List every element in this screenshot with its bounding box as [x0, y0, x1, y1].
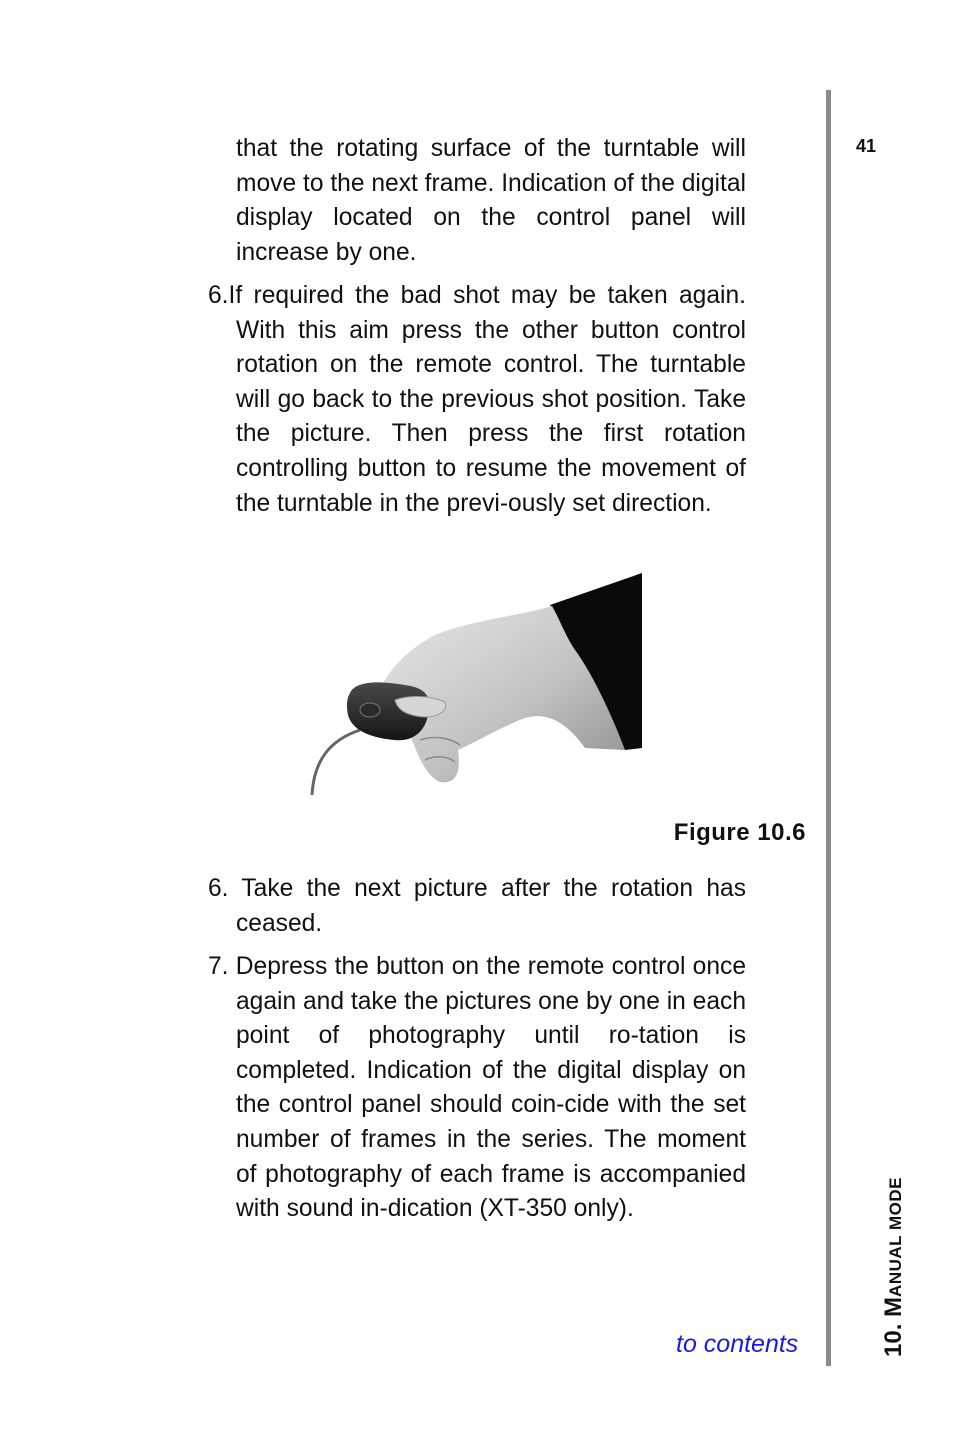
list-marker: 6.: [208, 282, 229, 309]
list-item-text: If required the bad shot may be taken again. With this aim press the other button control rotation on the remote control. The turntable will go back to the previous shot position. Take the picture. Then press the first rotation controlling button to resume the movement of the turntable in the previ-ously set direction.: [228, 282, 746, 517]
chapter-number: 10.: [880, 1323, 907, 1357]
page-number: 41: [856, 136, 877, 156]
figure-hand-holding-remote: [300, 570, 645, 800]
list-item-text: Depress the button on the remote control once again and take the pictures one by one in each point of photography until ro-tation is completed. Indication of the digital display on the control panel should coin-cide with the set number of frames in the series. The moment of photography of each frame is accompanied with sound in-dication (XT-350 only).: [228, 953, 747, 1223]
chapter-rest: ANUAL MODE: [886, 1177, 905, 1297]
figure-caption: Figure 10.6: [673, 819, 806, 846]
list-item: [208, 950, 746, 1227]
chapter-first-letter: M: [880, 1296, 907, 1317]
hand-remote-illustration: [300, 570, 645, 800]
list-item-text: Take the next picture after the rotation has ceased.: [228, 875, 746, 937]
cable: [312, 730, 360, 795]
list-marker: 7.: [208, 953, 229, 980]
chapter-side-title: [880, 1177, 908, 1357]
remote-button: [360, 703, 380, 717]
list-marker: 6.: [208, 875, 229, 902]
to-contents-link[interactable]: to contents: [676, 1330, 799, 1358]
vertical-rule: [826, 90, 831, 1366]
list-item: [208, 279, 746, 521]
list-item: [208, 872, 746, 941]
continued-paragraph: that the rotating surface of the turntable will move to the next frame. Indication of the digital display located on the control panel will increase by one.: [236, 135, 746, 266]
